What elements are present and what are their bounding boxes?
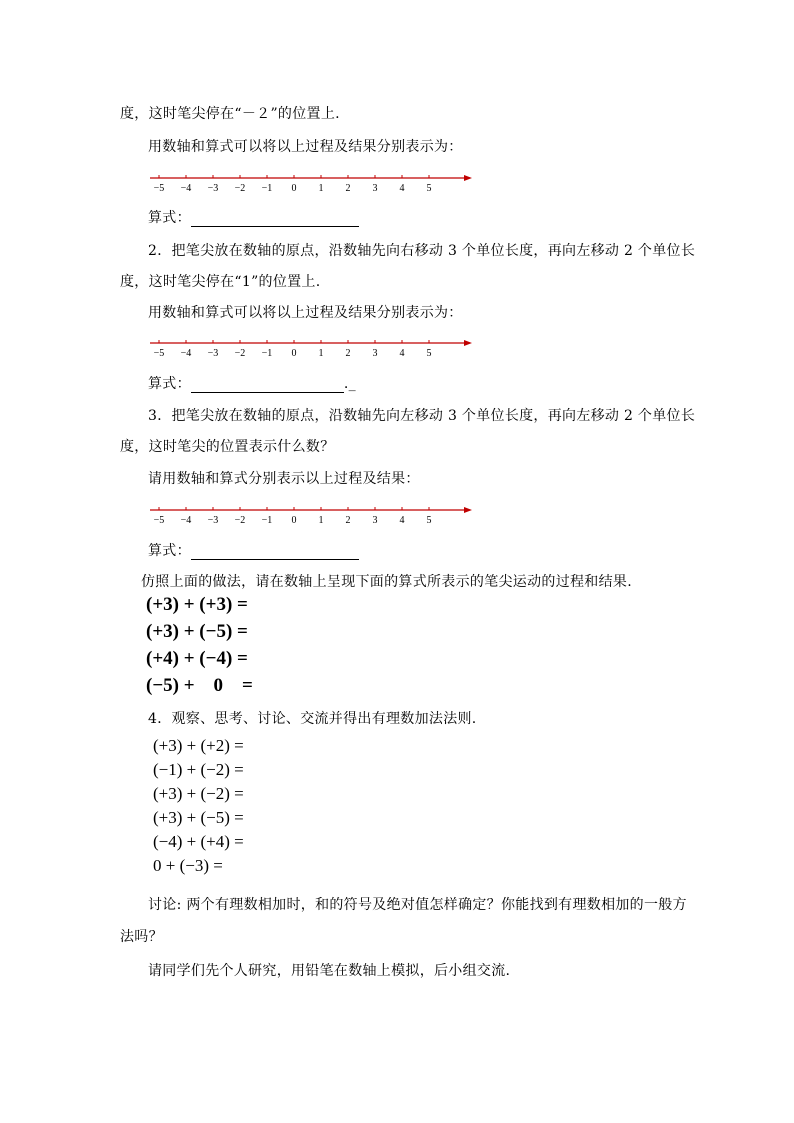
tick-label: 3 <box>372 183 378 194</box>
tick-label: 1 <box>318 183 324 194</box>
axis-arrow-icon <box>464 340 472 346</box>
text-line: 法吗？ <box>120 929 163 945</box>
tick-label: −1 <box>261 515 273 526</box>
tick-label: −5 <box>153 348 165 359</box>
tick-label: 0 <box>291 515 297 526</box>
axis-arrow-icon <box>464 175 472 181</box>
tick-label: 4 <box>399 183 405 194</box>
tick-label: 2 <box>345 515 351 526</box>
tick-label: −4 <box>180 515 192 526</box>
tick-label: 5 <box>426 515 432 526</box>
number-line <box>150 504 472 524</box>
equation: 0 + (−3) = <box>153 856 223 875</box>
text-line: 4．观察、思考、讨论、交流并得出有理数加法法则. <box>148 711 477 727</box>
tick-label: −1 <box>261 348 273 359</box>
formula-label: 算式： <box>148 376 191 392</box>
tick-label: 5 <box>426 183 432 194</box>
tick-label: 1 <box>318 348 324 359</box>
text-line: 请同学们先个人研究，用铅笔在数轴上模拟，后小组交流. <box>148 963 511 979</box>
text-line: 用数轴和算式可以将以上过程及结果分别表示为： <box>148 139 463 155</box>
tick-label: −5 <box>153 183 165 194</box>
answer-blank[interactable] <box>191 212 359 227</box>
tick-label: 1 <box>318 515 324 526</box>
equation: (+3) + (+2) = <box>153 736 244 755</box>
tick-label: 0 <box>291 348 297 359</box>
number-line <box>150 337 472 357</box>
tick-label: 2 <box>345 348 351 359</box>
number-line-svg <box>150 337 472 357</box>
number-line-svg <box>150 172 472 192</box>
equation: (+3) + (+3) = <box>146 594 248 615</box>
text-line: 仿照上面的做法，请在数轴上呈现下面的算式所表示的笔尖运动的过程和结果. <box>141 574 632 590</box>
equation: (+3) + (−5) = <box>146 621 248 642</box>
equation: (+4) + (−4) = <box>146 648 248 669</box>
tick-label: −5 <box>153 515 165 526</box>
equation: (−4) + (+4) = <box>153 832 244 851</box>
number-line-svg <box>150 504 472 524</box>
formula-label: 算式： <box>148 543 191 559</box>
tick-label: 2 <box>345 183 351 194</box>
tick-label: 4 <box>399 515 405 526</box>
tick-label: −2 <box>234 515 246 526</box>
tick-label: 0 <box>291 183 297 194</box>
text-line: 用数轴和算式可以将以上过程及结果分别表示为： <box>148 305 463 321</box>
tick-label: −3 <box>207 348 219 359</box>
answer-blank[interactable] <box>191 545 359 560</box>
tick-label: 3 <box>372 348 378 359</box>
tick-label: −1 <box>261 183 273 194</box>
equation: (−5) + 0 = <box>146 675 253 696</box>
tick-label: −3 <box>207 183 219 194</box>
formula-line <box>148 207 359 227</box>
text-line: 度，这时笔尖的位置表示什么数？ <box>120 439 335 455</box>
formula-line <box>148 373 356 393</box>
text-line: 2．把笔尖放在数轴的原点，沿数轴先向右移动 3 个单位长度，再向左移动 2 个单位长 <box>148 243 696 259</box>
text-line: 讨论: 两个有理数相加时，和的符号及绝对值怎样确定？你能找到有理数相加的一般方 <box>148 897 687 913</box>
text-line: 度，这时笔尖停在“－２”的位置上. <box>120 106 340 122</box>
answer-blank[interactable] <box>191 378 344 393</box>
formula-line <box>148 540 359 560</box>
formula-tail: ._ <box>343 376 356 392</box>
text-line: 度，这时笔尖停在“1”的位置上. <box>120 274 321 290</box>
tick-label: −4 <box>180 348 192 359</box>
axis-arrow-icon <box>464 507 472 513</box>
tick-label: −2 <box>234 348 246 359</box>
number-line <box>150 172 472 192</box>
tick-label: −3 <box>207 515 219 526</box>
tick-label: 3 <box>372 515 378 526</box>
tick-label: 4 <box>399 348 405 359</box>
equation: (+3) + (−2) = <box>153 784 244 803</box>
formula-label: 算式： <box>148 210 191 226</box>
text-line: 请用数轴和算式分别表示以上过程及结果： <box>148 471 420 487</box>
tick-label: −2 <box>234 183 246 194</box>
equation: (+3) + (−5) = <box>153 808 244 827</box>
text-line: 3．把笔尖放在数轴的原点，沿数轴先向左移动 3 个单位长度，再向左移动 2 个单位长 <box>148 408 696 424</box>
tick-label: −4 <box>180 183 192 194</box>
tick-label: 5 <box>426 348 432 359</box>
equation: (−1) + (−2) = <box>153 760 244 779</box>
